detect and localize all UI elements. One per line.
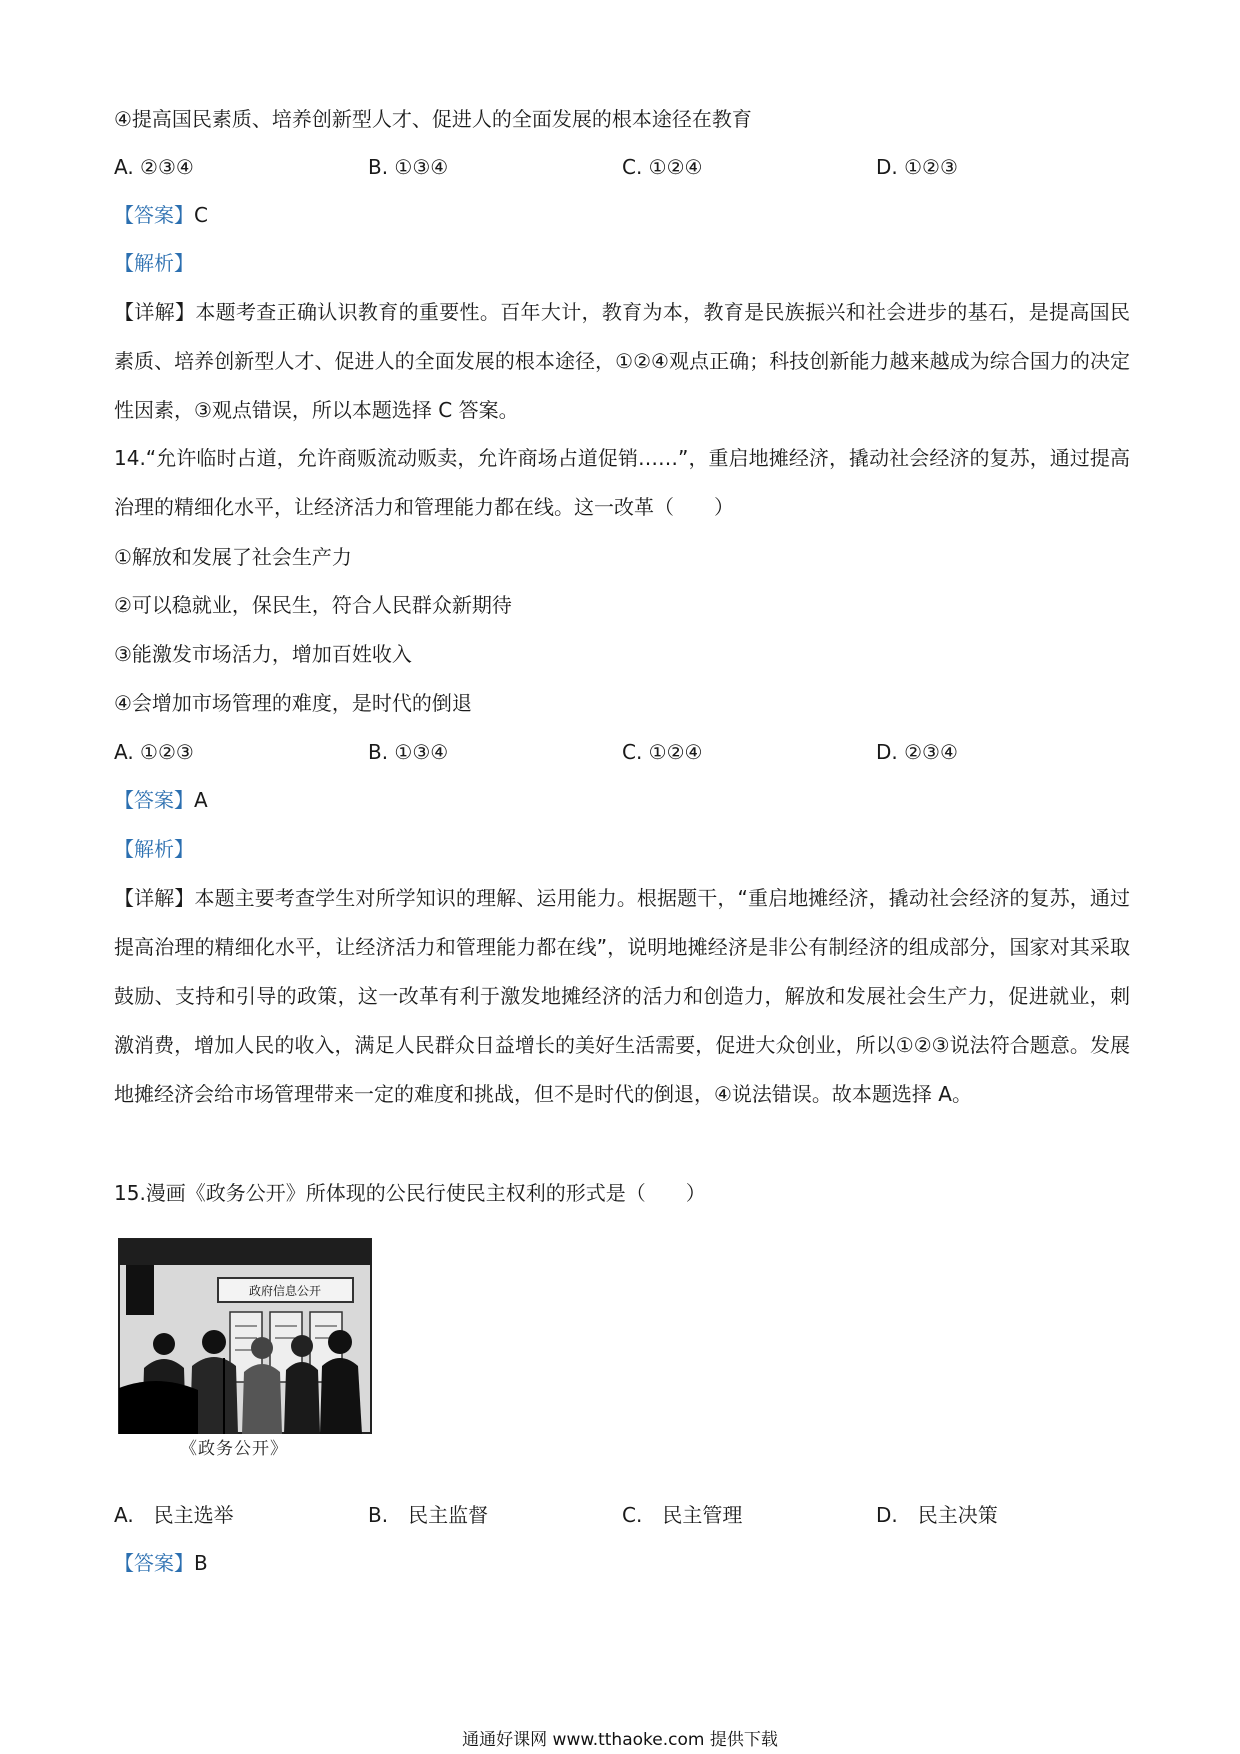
q15-option-a: A. 民主选举 (114, 1503, 234, 1527)
detail-text: 本题主要考查学生对所学知识的理解、运用能力。根据题干，“重启地摊经济，撬动社会经济的复苏，通过提高治理的精细化水平，让经济活力和管理能力都在线”，说明地摊经济是非公有制经济的组成部分，国家对其采取鼓励、支持和引导的政策，这一改革有利于激发地摊经济的活力和创造力，解放和发展社会生产力，促进就业，刺激消费，增加人民的收入，满足人民群众日益增长的美好生活需要，促进大众创业，所以①②③说法符合题意。发展地摊经济会给市场管理带来一定的难度和挑战，但不是时代的倒退，④说法错误。故本题选择 A。 (114, 886, 1130, 1106)
q13-option-a: A. ②③④ (114, 155, 194, 179)
page-footer: 通通好课网 www.tthaoke.com 提供下载 (462, 1730, 778, 1750)
q13-option-b: B. ①③④ (368, 155, 449, 179)
q13-detail (114, 288, 1130, 435)
cartoon-caption: 《政务公开》 (180, 1439, 288, 1459)
q14-options (114, 737, 1130, 767)
cartoon-image (118, 1238, 372, 1434)
q13-answer (114, 200, 208, 230)
detail-tag: 【详解】 (114, 886, 195, 910)
q14-item-2: ②可以稳就业，保民生，符合人民群众新期待 (114, 593, 512, 617)
q15-option-d: D. 民主决策 (876, 1503, 998, 1527)
q14-item-4: ④会增加市场管理的难度，是时代的倒退 (114, 691, 472, 715)
q14-detail (114, 874, 1130, 1119)
q14-item-3: ③能激发市场活力，增加百姓收入 (114, 642, 412, 666)
answer-tag: 【答案】 (114, 203, 194, 227)
q14-item-1: ①解放和发展了社会生产力 (114, 545, 352, 569)
answer-value: C (194, 203, 208, 227)
detail-text: 本题考查正确认识教育的重要性。百年大计，教育为本，教育是民族振兴和社会进步的基石，是提高国民素质、培养创新型人才、促进人的全面发展的根本途径，①②④观点正确；科技创新能力越来越成为综合国力的决定性因素，③观点错误，所以本题选择 C 答案。 (114, 300, 1131, 422)
q15-answer (114, 1548, 208, 1578)
q14-answer (114, 785, 208, 815)
q13-option-d: D. ①②③ (876, 155, 958, 179)
q14-option-a: A. ①②③ (114, 740, 194, 764)
q13-item-4: ④提高国民素质、培养创新型人才、促进人的全面发展的根本途径在教育 (114, 107, 752, 131)
q13-option-c: C. ①②④ (622, 155, 703, 179)
answer-value: B (194, 1551, 208, 1575)
q14-option-b: B. ①③④ (368, 740, 449, 764)
q15-options (114, 1500, 1130, 1530)
q15-option-b: B. 民主监督 (368, 1503, 489, 1527)
q13-analysis-tag: 【解析】 (114, 251, 194, 275)
detail-tag: 【详解】 (114, 300, 196, 324)
q15-option-c: C. 民主管理 (622, 1503, 743, 1527)
cartoon-sign-text: 政府信息公开 (248, 1284, 322, 1298)
answer-tag: 【答案】 (114, 1551, 194, 1575)
q14-stem: 14.“允许临时占道，允许商贩流动贩卖，允许商场占道促销……”，重启地摊经济，撬动社会经济的复苏，通过提高治理的精细化水平，让经济活力和管理能力都在线。这一改革（ ） (114, 446, 1130, 519)
q14-analysis-tag: 【解析】 (114, 837, 194, 861)
answer-value: A (194, 788, 208, 812)
answer-tag: 【答案】 (114, 788, 194, 812)
q14-option-d: D. ②③④ (876, 740, 958, 764)
q13-options (114, 152, 1130, 182)
q15-stem: 15.漫画《政务公开》所体现的公民行使民主权利的形式是（ ） (114, 1181, 706, 1205)
q14-option-c: C. ①②④ (622, 740, 703, 764)
